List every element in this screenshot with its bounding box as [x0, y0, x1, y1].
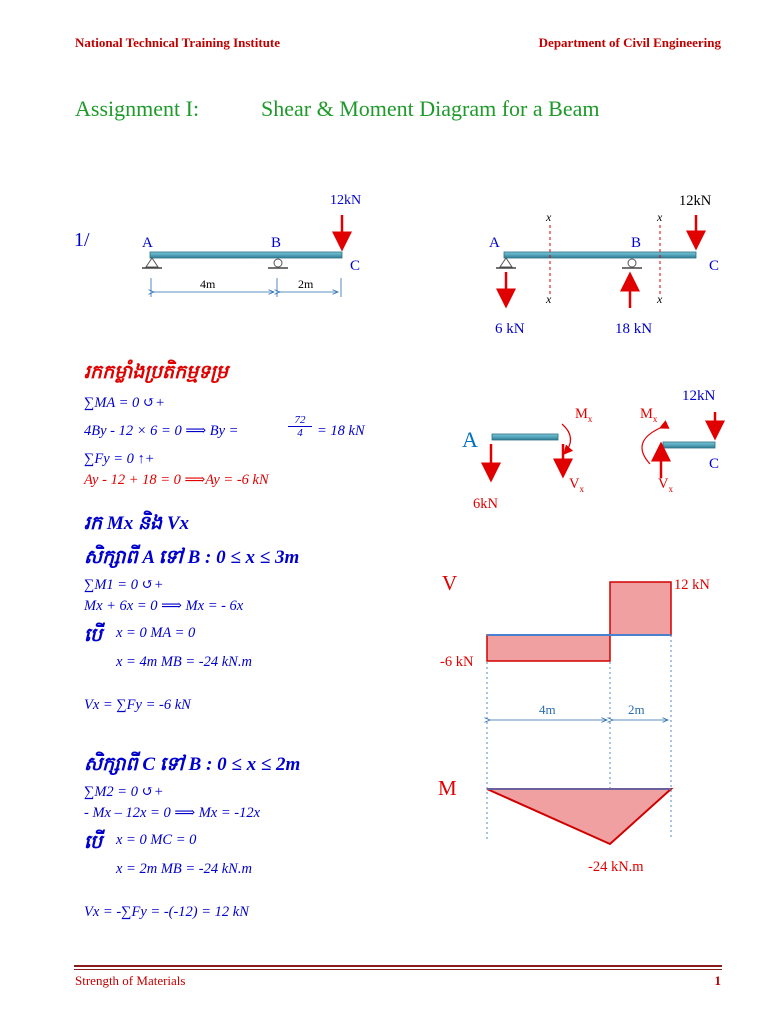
section-reaction-label: 6kN	[473, 496, 498, 512]
section-shear-right: $V_x$	[658, 476, 673, 494]
sum-fy-equation: ∑Fy = 0 ↑+	[84, 451, 155, 467]
beam-point-b: B	[271, 235, 282, 251]
segment1-heading: សិក្សាពី A ទៅ B : 0 ≤ x ≤ 3m	[84, 547, 300, 568]
beam-span-bc: 2m	[298, 277, 314, 291]
fraction-denominator: 4	[297, 427, 303, 439]
section-moment-left: $M_x$	[575, 406, 593, 424]
shear-positive-block	[610, 582, 671, 635]
assignment-topic: Shear & Moment Diagram for a Beam	[261, 96, 600, 121]
fbd-load-label: 12kN	[679, 193, 712, 209]
footer-rule-thick	[74, 965, 722, 967]
segment1-shear: Vx = ∑Fy = -6 kN	[84, 697, 191, 713]
segment1-if-label: បើ	[84, 625, 103, 646]
beam-point-c: C	[350, 258, 361, 274]
fraction-numerator: 72	[288, 414, 312, 427]
section-mark-bottom-1: x	[546, 292, 552, 306]
section-free-body-diagrams	[480, 400, 730, 505]
section-mark-bottom-2: x	[657, 292, 663, 306]
fbd-point-c: C	[709, 258, 720, 274]
segment1-case2: x = 4m MB = -24 kN.m	[116, 654, 252, 670]
section-load-label: 12kN	[682, 388, 716, 404]
segment2-heading: សិក្សាពី C ទៅ B : 0 ≤ x ≤ 2m	[84, 754, 301, 775]
segment1-case1: x = 0 MA = 0	[116, 625, 196, 641]
moment-label: M	[438, 776, 457, 800]
problem-number: 1/	[74, 229, 90, 251]
moment-triangle	[487, 789, 671, 844]
reactions-heading: រកកម្លាំងប្រតិកម្មទម្រ	[84, 362, 228, 383]
footer-subject: Strength of Materials	[75, 973, 186, 988]
footer-page-number: 1	[714, 973, 721, 988]
reaction-b-label: 18 kN	[615, 321, 653, 337]
header-department: Department of Civil Engineering	[538, 35, 721, 50]
moment-min-value: -24 kN.m	[588, 859, 644, 875]
segment2-case1: x = 0 MC = 0	[116, 832, 197, 848]
segment2-shear: Vx = -∑Fy = -(-12) = 12 kN	[84, 904, 249, 920]
ay-equation: Ay - 12 + 18 = 0 ⟹Ay = -6 kN	[84, 472, 269, 488]
section-mark-top-2: x	[657, 210, 663, 224]
beam-span-ab: 4m	[200, 277, 216, 291]
find-mv-heading: រក Mx និង Vx	[84, 513, 190, 534]
segment2-sum-m2: ∑M2 = 0 ↺+	[84, 784, 164, 800]
diagram-span-ab: 4m	[539, 702, 556, 717]
by-result: = 18 kN	[317, 423, 365, 439]
shear-positive-value: 12 kN	[674, 577, 710, 593]
footer-rule-thin	[74, 969, 722, 970]
section-point-a: A	[462, 427, 478, 452]
segment2-case2: x = 2m MB = -24 kN.m	[116, 861, 252, 877]
header-institute: National Technical Training Institute	[75, 35, 281, 50]
sum-ma-equation: ∑MA = 0 ↺+	[84, 395, 165, 411]
fbd-point-a: A	[489, 235, 500, 251]
section-shear-left: $V_x$	[569, 476, 584, 494]
by-fraction	[288, 414, 312, 439]
by-equation: 4By - 12 × 6 = 0 ⟹ By =	[84, 423, 239, 439]
shear-negative-value: -6 kN	[440, 654, 474, 670]
segment1-sum-m1: ∑M1 = 0 ↺+	[84, 577, 164, 593]
beam-point-a: A	[142, 235, 153, 251]
beam-load-label: 12kN	[330, 193, 362, 208]
shear-moment-diagrams	[430, 570, 730, 870]
fbd-point-b: B	[631, 235, 642, 251]
diagram-span-bc: 2m	[628, 702, 645, 717]
reaction-a-label: 6 kN	[495, 321, 525, 337]
section-moment-right: $M_x$	[640, 406, 658, 424]
shear-label: V	[442, 571, 458, 595]
section-mark-top-1: x	[546, 210, 552, 224]
assignment-label: Assignment I:	[75, 96, 200, 121]
section-point-c: C	[709, 456, 720, 472]
segment2-moment-eq: - Mx – 12x = 0 ⟹ Mx = -12x	[84, 805, 261, 821]
segment2-if-label: បើ	[84, 832, 103, 853]
free-body-diagram	[490, 210, 720, 315]
shear-negative-block	[487, 635, 610, 661]
segment1-moment-eq: Mx + 6x = 0 ⟹ Mx = - 6x	[84, 598, 244, 614]
